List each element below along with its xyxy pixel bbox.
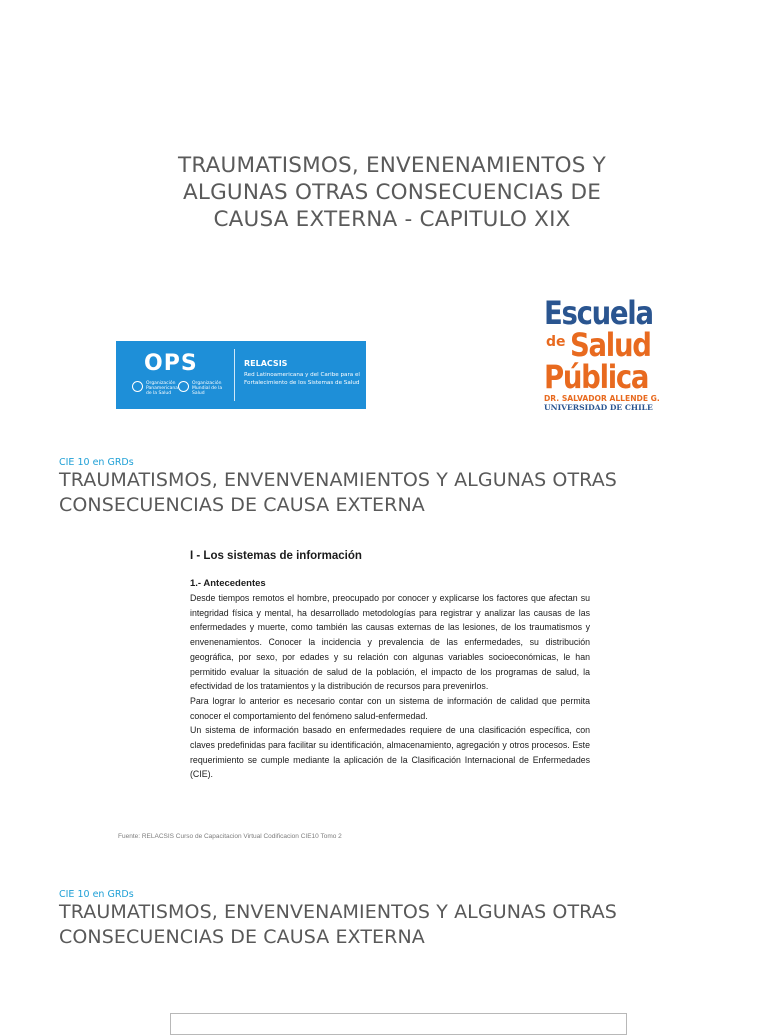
logo-dr-salvador-allende: DR. SALVADOR ALLENDE G. — [544, 394, 660, 403]
logo-de: de — [546, 334, 566, 350]
relacsis-title: RELACSIS — [244, 359, 288, 368]
logo-universidad-de-chile: UNIVERSIDAD DE CHILE — [544, 403, 653, 412]
logo-publica: Pública — [544, 358, 649, 396]
source-note: Fuente: RELACSIS Curso de Capacitacion Virtual Codificacion CIE10 Tomo 2 — [118, 833, 342, 840]
excerpt-paragraph: Desde tiempos remotos el hombre, preocupado por conocer y explicarse los factores que afectan su integridad física y mental, ha desarrollado metodologías para registrar y analizar las causas de las enfermedades y muerte, como también las causas externas de las lesiones, de los traumatismos y envenenamientos. Conocer la incidencia y prevalencia de las enfermedades, su distribución geográfica, por sexo, por edades y su relación con algunas variables socioeconómicas, le han permitido evaluar la situación de salud de la población, el impacto de los programas de salud, la efectividad de los tratamientos y la distribución de recursos para prevenirlos. — [190, 593, 590, 692]
logo-escuela: Escuela — [544, 294, 653, 332]
logo-divider — [234, 349, 235, 401]
partial-table-header — [189, 1018, 379, 1024]
ops-org-paho — [132, 381, 180, 396]
ops-org-who-text: Organización Mundial de la Salud — [192, 381, 223, 396]
relacsis-subtitle: Red Latinoamericana y del Caribe para el Fortalecimiento de los Sistemas de Salud — [244, 372, 360, 386]
section-title: TRAUMATISMOS, ENVENVENAMIENTOS Y ALGUNAS OTRAS CONSECUENCIAS DE CAUSA EXTERNA — [59, 469, 617, 516]
ops-wordmark: OPS — [144, 351, 198, 376]
escuela-salud-publica-logo — [540, 296, 658, 416]
logo-salud: Salud — [570, 326, 651, 364]
un-emblem-icon — [132, 381, 143, 392]
excerpt-paragraph: Un sistema de información basado en enfermedades requiere de una clasificación específica, con claves predefinidas para facilitar su identificación, almacenamiento, agregación y otros procesos. Este requerimiento se cumple mediante la aplicación de la Clasificación Internacional de Enfermedades (CIE). — [190, 725, 590, 780]
section-tag: CIE 10 en GRDs — [59, 889, 134, 900]
excerpt-paragraph: Para lograr lo anterior es necesario contar con un sistema de información de calidad que permita conocer el comportamiento del fenómeno salud-enfermedad. — [190, 695, 590, 721]
section-tag: CIE 10 en GRDs — [59, 457, 134, 468]
who-emblem-icon — [178, 381, 189, 392]
ops-relacsis-logo — [116, 341, 366, 409]
excerpt-heading: I - Los sistemas de información — [190, 550, 362, 562]
ops-org-who — [178, 381, 226, 396]
ops-org-paho-text: Organización Panamericana de la Salud — [146, 381, 178, 396]
partial-table-frame — [170, 1013, 627, 1035]
section-title: TRAUMATISMOS, ENVENVENAMIENTOS Y ALGUNAS OTRAS CONSECUENCIAS DE CAUSA EXTERNA — [59, 901, 617, 948]
slide-title: TRAUMATISMOS, ENVENENAMIENTOS Y ALGUNAS OTRAS CONSECUENCIAS DE CAUSA EXTERNA - CAPITULO XIX — [178, 153, 606, 232]
document-excerpt — [190, 550, 590, 782]
excerpt-subheading: 1.- Antecedentes — [190, 578, 266, 589]
